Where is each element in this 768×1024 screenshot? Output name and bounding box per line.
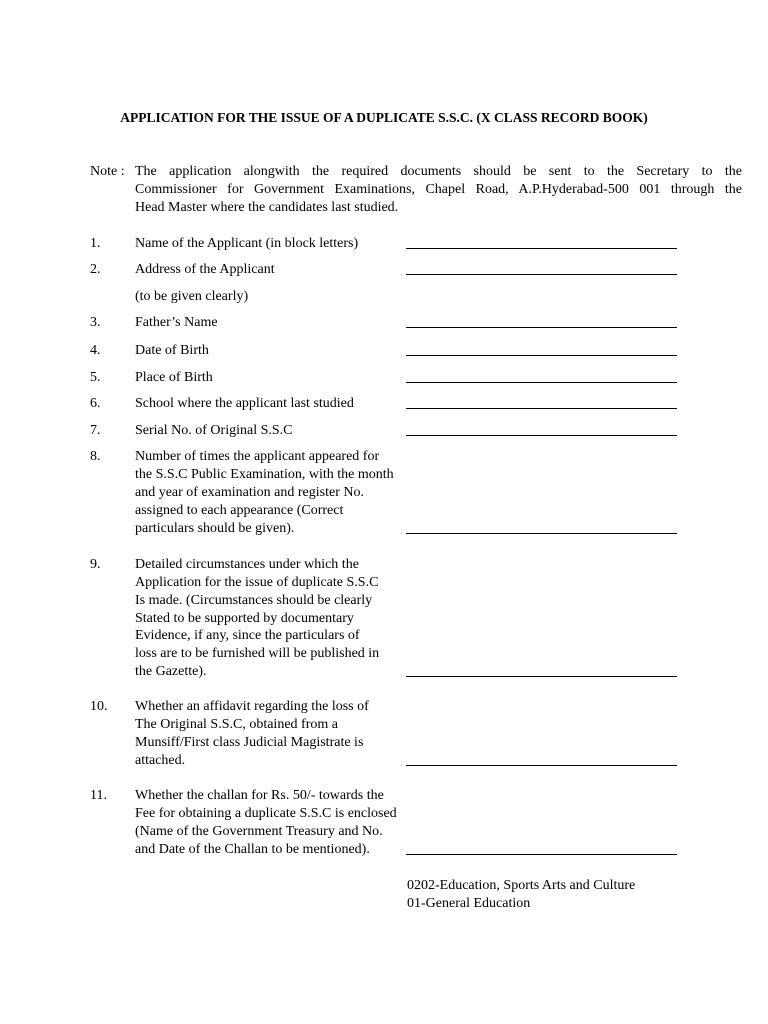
item-label: School where the applicant last studied [135, 396, 354, 411]
item-label: Is made. (Circumstances should be clearly [135, 593, 373, 608]
item-label: Munsiff/First class Judicial Magistrate is [135, 735, 364, 750]
form-title: APPLICATION FOR THE ISSUE OF A DUPLICATE S.S.C. (X CLASS RECORD BOOK) [120, 110, 648, 125]
item-number: 7. [90, 423, 101, 438]
item-label: the S.S.C Public Examination, with the month [135, 467, 394, 482]
item-sublabel: (to be given clearly) [135, 289, 249, 304]
item-label: loss are to be furnished will be published in [135, 646, 380, 661]
fill-line-serial-no[interactable] [406, 435, 677, 436]
item-number: 3. [90, 315, 101, 330]
item-number: 2. [90, 262, 101, 277]
item-number: 9. [90, 557, 101, 572]
item-label: Fee for obtaining a duplicate S.S.C is enclosed [135, 806, 397, 821]
fill-line-fathers-name[interactable] [406, 327, 677, 328]
fill-line-challan[interactable] [406, 854, 677, 855]
fill-line-circumstances[interactable] [406, 676, 677, 677]
fill-line-date-of-birth[interactable] [406, 355, 677, 356]
note-line: Commissioner for Government Examinations, Chapel Road, A.P.Hyderabad-500 001 through the [135, 182, 742, 197]
item-number: 5. [90, 370, 101, 385]
fill-line-affidavit[interactable] [406, 765, 677, 766]
item-number: 1. [90, 236, 101, 251]
item-label: attached. [135, 753, 186, 768]
item-label: Name of the Applicant (in block letters) [135, 236, 359, 251]
note-line: The application alongwith the required documents should be sent to the Secretary to the [135, 164, 742, 179]
item-label: Detailed circumstances under which the [135, 557, 359, 572]
item-label: Stated to be supported by documentary [135, 611, 354, 626]
item-number: 4. [90, 343, 101, 358]
item-label: Evidence, if any, since the particulars of [135, 628, 360, 643]
item-label: Number of times the applicant appeared for [135, 449, 380, 464]
fill-line-school[interactable] [406, 408, 677, 409]
item-label: Whether the challan for Rs. 50/- towards the [135, 788, 384, 803]
item-label: particulars should be given). [135, 521, 295, 536]
item-label: and year of examination and register No. [135, 485, 364, 500]
item-label: Application for the issue of duplicate S.S.C [135, 575, 379, 590]
item-number: 6. [90, 396, 101, 411]
fill-line-place-of-birth[interactable] [406, 382, 677, 383]
fill-line-appearances[interactable] [406, 533, 677, 534]
item-label: (Name of the Government Treasury and No. [135, 824, 383, 839]
note-label: Note : [90, 164, 125, 179]
item-label: Place of Birth [135, 370, 213, 385]
item-label: Father’s Name [135, 315, 218, 330]
item-label: Date of Birth [135, 343, 209, 358]
fill-line-applicant-name[interactable] [406, 248, 677, 249]
fill-line-address[interactable] [406, 274, 677, 275]
item-label: Whether an affidavit regarding the loss of [135, 699, 369, 714]
footer-sub-head: 01-General Education [407, 896, 531, 911]
item-label: assigned to each appearance (Correct [135, 503, 344, 518]
item-label: Address of the Applicant [135, 262, 275, 277]
item-label: The Original S.S.C, obtained from a [135, 717, 338, 732]
item-number: 8. [90, 449, 101, 464]
item-number: 11. [90, 788, 107, 803]
item-label: and Date of the Challan to be mentioned). [135, 842, 370, 857]
item-label: Serial No. of Original S.S.C [135, 423, 293, 438]
item-number: 10. [90, 699, 108, 714]
item-label: the Gazette). [135, 664, 207, 679]
note-line: Head Master where the candidates last studied. [135, 200, 399, 215]
footer-head-of-account: 0202-Education, Sports Arts and Culture [407, 878, 636, 893]
